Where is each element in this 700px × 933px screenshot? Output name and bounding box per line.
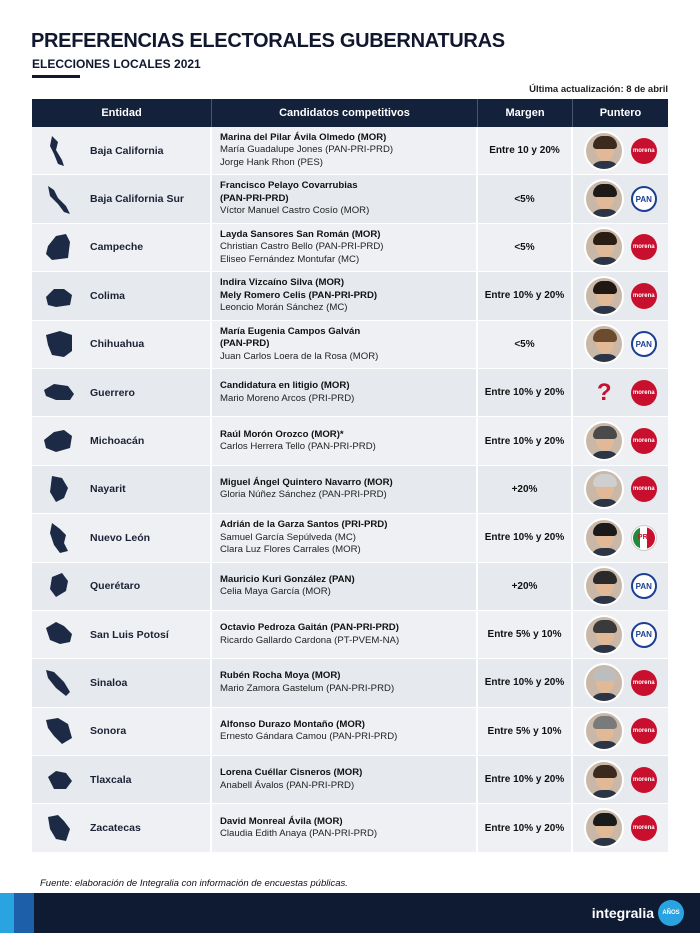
cell-puntero [573,127,668,174]
candidate-line: Ernesto Gándara Camou (PAN-PRI-PRD) [220,731,398,743]
cell-candidatos [212,175,478,222]
candidate-avatar [584,663,624,703]
cell-puntero [573,563,668,610]
cell-entidad [32,804,212,851]
party-logo-icon: morena [631,380,657,406]
cell-margen [478,272,573,319]
margin-value: <5% [514,193,535,205]
table-row [32,659,668,707]
cell-puntero [573,466,668,513]
candidate-line: Víctor Manuel Castro Cosío (MOR) [220,205,370,217]
cell-candidatos [212,127,478,174]
header-candidatos: Candidatos competitivos [212,99,478,127]
cell-margen [478,369,573,416]
state-map-icon [42,376,76,410]
cell-candidatos [212,659,478,706]
candidate-avatar [584,566,624,606]
candidate-line: Rubén Rocha Moya (MOR) [220,670,341,682]
state-name: Baja California Sur [90,193,184,206]
header-margen: Margen [478,99,573,127]
cell-puntero [573,659,668,706]
cell-puntero [573,756,668,803]
party-logo-icon: morena [631,670,657,696]
candidate-avatar [584,615,624,655]
margin-value: Entre 10% y 20% [484,774,565,786]
cell-candidatos [212,563,478,610]
margin-value: Entre 10% y 20% [484,532,565,544]
cell-entidad [32,514,212,561]
candidate-line: Adrián de la Garza Santos (PRI-PRD) [220,519,388,531]
party-logo-icon: morena [631,476,657,502]
party-logo-icon: morena [631,767,657,793]
state-name: Michoacán [90,435,145,448]
candidate-avatar [584,518,624,558]
cell-entidad [32,321,212,368]
state-map-icon [42,666,76,700]
candidate-avatar [584,421,624,461]
cell-candidatos [212,514,478,561]
state-map-icon [42,714,76,748]
cell-puntero [573,224,668,271]
state-name: Chihuahua [90,338,145,351]
cell-entidad [32,175,212,222]
candidate-line: Samuel García Sepúlveda (MC) [220,531,356,543]
party-logo-icon: PAN [631,331,657,357]
brand-logo: integralia [591,905,654,921]
cell-candidatos [212,611,478,658]
cell-puntero [573,611,668,658]
state-map-icon [42,521,76,555]
candidate-line: Francisco Pelayo Covarrubias [220,180,358,192]
last-updated: Última actualización: 8 de abril [529,84,668,95]
candidate-line: Celia Maya García (MOR) [220,586,331,598]
party-logo-icon: PAN [631,186,657,212]
margin-value: Entre 10% y 20% [484,290,565,302]
candidate-line: Miguel Ángel Quintero Navarro (MOR) [220,476,393,488]
candidate-line: Jorge Hank Rhon (PES) [220,156,323,168]
footer-accent-bar [0,893,14,933]
state-name: San Luis Potosí [90,628,169,641]
cell-candidatos [212,756,478,803]
candidate-line: Anabell Ávalos (PAN-PRI-PRD) [220,779,355,791]
candidate-line: Leoncio Morán Sánchez (MC) [220,302,348,314]
candidate-line: David Monreal Ávila (MOR) [220,815,343,827]
candidate-line: Mely Romero Celis (PAN-PRI-PRD) [220,289,378,301]
candidate-line: Ricardo Gallardo Cardona (PT-PVEM-NA) [220,634,400,646]
candidate-line: Alfonso Durazo Montaño (MOR) [220,718,365,730]
table-row [32,804,668,852]
candidate-line: Claudia Edith Anaya (PAN-PRI-PRD) [220,828,378,840]
party-logo-icon: morena [631,283,657,309]
cell-entidad [32,563,212,610]
candidate-line: (PAN-PRI-PRD) [220,192,289,204]
cell-puntero [573,272,668,319]
candidate-avatar [584,276,624,316]
candidate-line: Christian Castro Bello (PAN-PRI-PRD) [220,241,384,253]
margin-value: +20% [511,580,538,592]
table-row [32,563,668,611]
state-name: Zacatecas [90,822,141,835]
candidate-avatar [584,131,624,171]
cell-margen [478,611,573,658]
cell-candidatos [212,466,478,513]
cell-margen [478,514,573,561]
state-name: Guerrero [90,386,135,399]
party-logo-icon: morena [631,815,657,841]
cell-margen [478,175,573,222]
party-logo-icon: PRI [631,525,657,551]
margin-value: Entre 10 y 20% [489,145,560,157]
cell-puntero [573,804,668,851]
cell-candidatos [212,708,478,755]
cell-entidad [32,369,212,416]
cell-margen [478,756,573,803]
state-name: Tlaxcala [90,773,132,786]
state-name: Nuevo León [90,531,151,544]
cell-entidad [32,611,212,658]
cell-margen [478,466,573,513]
cell-puntero [573,514,668,561]
cell-entidad [32,756,212,803]
candidate-avatar [584,808,624,848]
margin-value: Entre 10% y 20% [484,822,565,834]
candidate-line: Gloria Núñez Sánchez (PAN-PRI-PRD) [220,489,387,501]
cell-candidatos [212,804,478,851]
cell-candidatos [212,224,478,271]
table-row [32,321,668,369]
party-logo-icon: morena [631,428,657,454]
margin-value: <5% [514,241,535,253]
cell-margen [478,804,573,851]
state-map-icon [42,134,76,168]
cell-entidad [32,127,212,174]
margin-value: <5% [514,338,535,350]
cell-candidatos [212,369,478,416]
table-row [32,272,668,320]
margin-value: Entre 10% y 20% [484,387,565,399]
candidate-line: Raúl Morón Orozco (MOR)* [220,428,344,440]
unknown-candidate-icon: ? [596,378,612,406]
candidate-avatar [584,324,624,364]
state-map-icon [42,182,76,216]
cell-puntero [573,417,668,464]
cell-margen [478,127,573,174]
cell-margen [478,659,573,706]
cell-puntero [573,708,668,755]
page-subtitle: ELECCIONES LOCALES 2021 [32,57,201,71]
brand-badge-icon: AÑOS [658,900,684,926]
table-row [32,514,668,562]
state-map-icon [42,472,76,506]
table-row [32,224,668,272]
candidate-avatar [584,760,624,800]
candidate-avatar [584,227,624,267]
cell-entidad [32,659,212,706]
candidate-line: Mario Moreno Arcos (PRI-PRD) [220,392,355,404]
candidate-avatar [584,711,624,751]
state-map-icon [42,279,76,313]
party-logo-icon: morena [631,138,657,164]
candidate-line: Candidatura en litigio (MOR) [220,380,350,392]
source-note: Fuente: elaboración de Integralia con información de encuestas públicas. [40,878,348,889]
table-row [32,611,668,659]
table-row [32,175,668,223]
cell-entidad [32,708,212,755]
state-map-icon [42,569,76,603]
candidate-line: Lorena Cuéllar Cisneros (MOR) [220,767,363,779]
cell-margen [478,224,573,271]
party-logo-icon: PAN [631,573,657,599]
state-map-icon [42,618,76,652]
state-map-icon [42,811,76,845]
header-entidad: Entidad [32,99,212,127]
candidate-avatar [584,469,624,509]
cell-entidad [32,466,212,513]
cell-puntero [573,321,668,368]
table-header [32,99,668,127]
candidate-line: Eliseo Fernández Montufar (MC) [220,253,360,265]
party-logo-icon: morena [631,718,657,744]
margin-value: Entre 10% y 20% [484,435,565,447]
state-name: Sinaloa [90,676,128,689]
table-row [32,708,668,756]
candidate-line: (PAN-PRD) [220,338,270,349]
table-row [32,756,668,804]
candidate-line: Clara Luz Flores Carrales (MOR) [220,544,361,556]
state-name: Sonora [90,725,127,738]
margin-value: Entre 10% y 20% [484,677,565,689]
header-puntero: Puntero [599,107,642,119]
page-title: PREFERENCIAS ELECTORALES GUBERNATURAS [31,30,505,52]
state-name: Baja California [90,144,164,157]
table-row [32,466,668,514]
cell-entidad [32,272,212,319]
footer [0,893,700,933]
cell-margen [478,321,573,368]
cell-puntero [573,175,668,222]
table-body [32,127,668,853]
candidate-line: Carlos Herrera Tello (PAN-PRI-PRD) [220,441,376,453]
party-logo-icon: morena [631,234,657,260]
party-logo-icon: PAN [631,622,657,648]
state-name: Nayarit [90,483,126,496]
state-map-icon [42,424,76,458]
cell-margen [478,563,573,610]
title-underline [32,75,80,78]
table-row [32,369,668,417]
candidate-line: Layda Sansores San Román (MOR) [220,228,381,240]
candidate-line: María Eugenia Campos Galván [220,325,361,337]
table-row [32,417,668,465]
margin-value: Entre 5% y 10% [487,629,562,641]
table-row [32,127,668,175]
cell-puntero [573,369,668,416]
state-name: Colima [90,289,126,302]
cell-candidatos [212,417,478,464]
candidate-line: Indira Vizcaíno Silva (MOR) [220,277,345,289]
cell-margen [478,708,573,755]
state-map-icon [42,230,76,264]
candidate-line: Mario Zamora Gastelum (PAN-PRI-PRD) [220,682,395,694]
candidate-line: Octavio Pedroza Gaitán (PAN-PRI-PRD) [220,622,399,634]
footer-accent-bar-2 [14,893,34,933]
state-map-icon [42,763,76,797]
cell-candidatos [212,272,478,319]
state-map-icon [42,327,76,361]
state-name: Campeche [90,241,144,254]
margin-value: +20% [511,483,538,495]
cell-entidad [32,224,212,271]
cell-margen [478,417,573,464]
candidate-line: María Guadalupe Jones (PAN-PRI-PRD) [220,144,394,156]
candidate-line: Juan Carlos Loera de la Rosa (MOR) [220,350,379,362]
candidate-line: Mauricio Kuri González (PAN) [220,573,355,585]
cell-entidad [32,417,212,464]
cell-candidatos [212,321,478,368]
candidate-line: Marina del Pilar Ávila Olmedo (MOR) [220,131,387,143]
margin-value: Entre 5% y 10% [487,725,562,737]
candidate-avatar [584,179,624,219]
state-name: Querétaro [90,580,141,593]
